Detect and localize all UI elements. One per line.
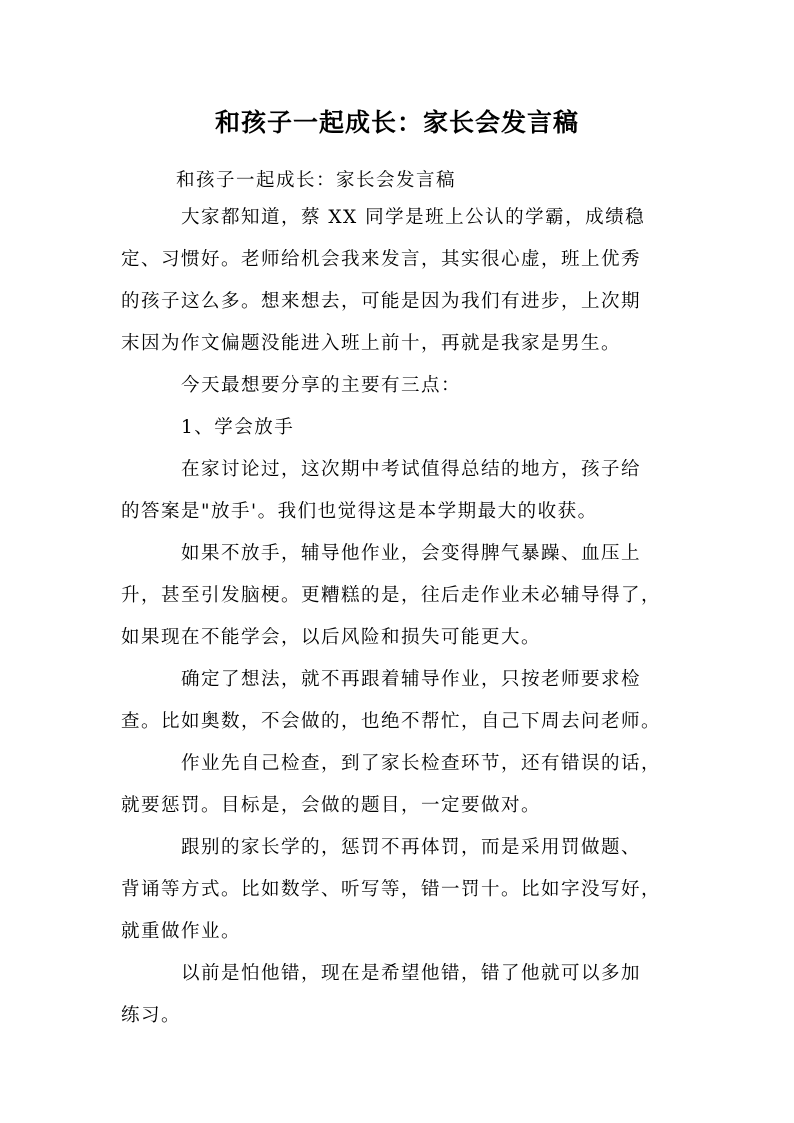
paragraph-line: 以前是怕他错，现在是希望他错，错了他就可以多加 (181, 963, 642, 984)
paragraph-line: 跟别的家长学的，惩罚不再体罚，而是采用罚做题、 (181, 837, 642, 858)
paragraph-line: 升，甚至引发脑梗。更糟糕的是，往后走作业未必辅导得了， (121, 585, 662, 606)
paragraph-line: 今天最想要分享的主要有三点： (181, 375, 462, 396)
document-title: 和孩子一起成长：家长会发言稿 (214, 108, 579, 137)
paragraph-line: 大家都知道，蔡 XX 同学是班上公认的学霸，成绩稳 (181, 207, 646, 228)
paragraph-line: 作业先自己检查，到了家长检查环节，还有错误的话， (181, 753, 662, 774)
paragraph-line: 如果不放手，辅导他作业，会变得脾气暴躁、血压上 (181, 543, 642, 564)
paragraph-line: 练习。 (121, 1005, 182, 1026)
paragraph-line: 在家讨论过，这次期中考试值得总结的地方，孩子给 (181, 459, 642, 480)
paragraph-line: 确定了想法，就不再跟着辅导作业，只按老师要求检 (181, 669, 642, 690)
paragraph-line: 的孩子这么多。想来想去，可能是因为我们有进步，上次期 (121, 291, 642, 312)
paragraph-line: 定、习惯好。老师给机会我来发言，其实很心虚，班上优秀 (121, 249, 642, 270)
paragraph-line: 背诵等方式。比如数学、听写等，错一罚十。比如字没写好， (121, 879, 662, 900)
paragraph-line: 的答案是"放手'。我们也觉得这是本学期最大的收获。 (121, 501, 598, 522)
paragraph-line: 如果现在不能学会，以后风险和损失可能更大。 (121, 627, 542, 648)
paragraph-line: 末因为作文偏题没能进入班上前十，再就是我家是男生。 (121, 333, 622, 354)
paragraph-line: 就要惩罚。目标是，会做的题目，一定要做对。 (121, 795, 542, 816)
paragraph-line: 查。比如奥数，不会做的，也绝不帮忙，自己下周去问老师。 (121, 711, 662, 732)
section-heading: 1、学会放手 (181, 417, 295, 438)
subtitle-line: 和孩子一起成长：家长会发言稿 (176, 170, 457, 191)
paragraph-line: 就重做作业。 (121, 921, 242, 942)
